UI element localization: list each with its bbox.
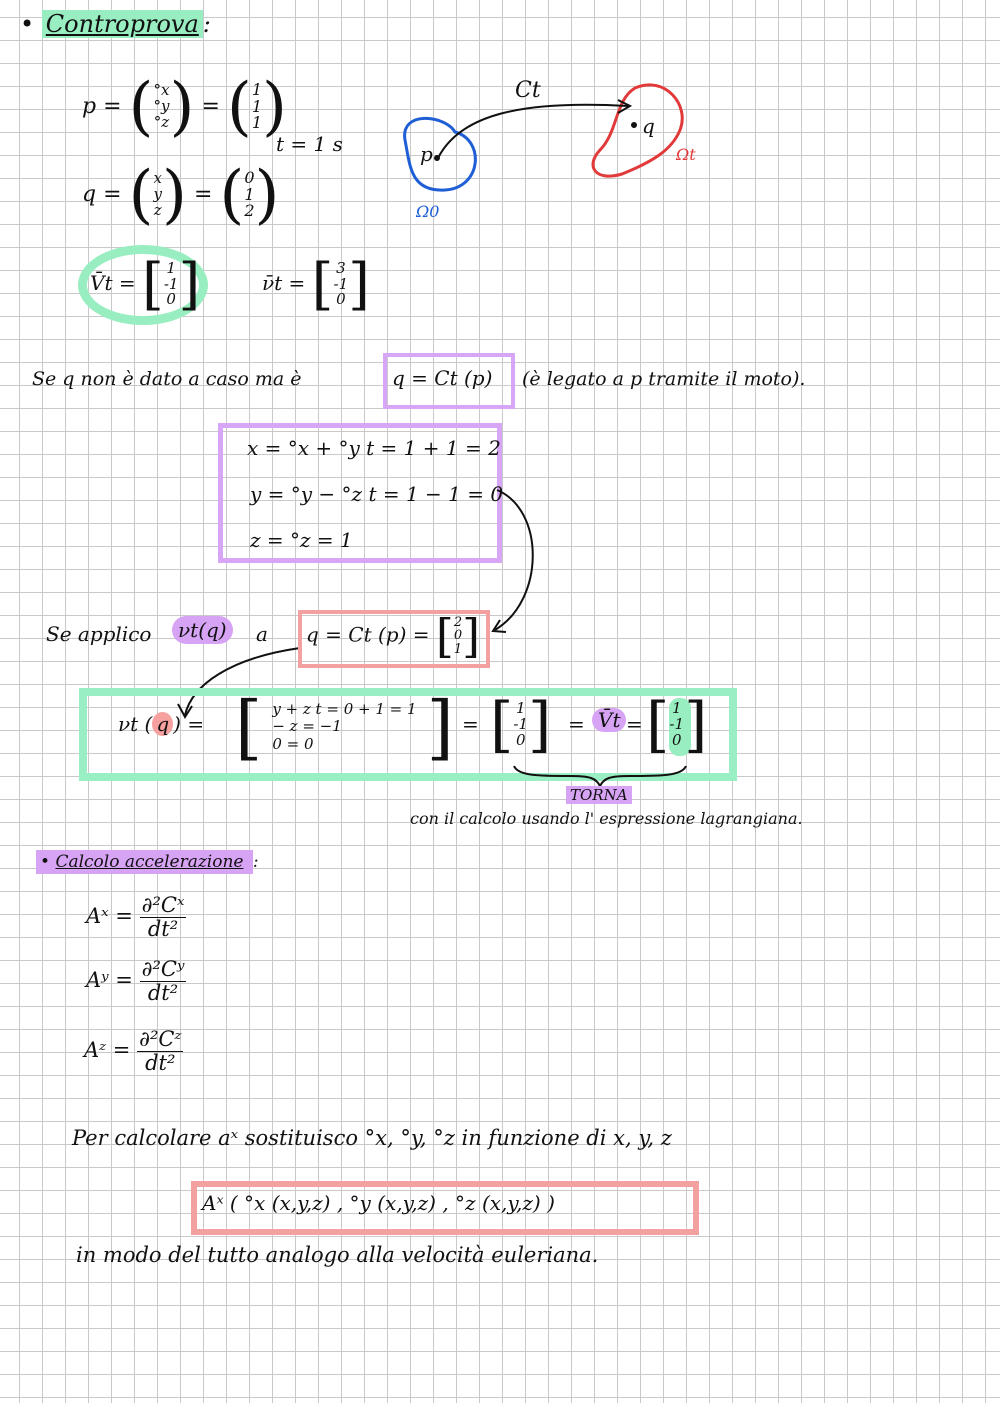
vt-label: V̄t =	[90, 271, 136, 295]
line2-hl: 𝜈t(q)	[172, 616, 233, 644]
accel-ay-frac	[140, 958, 187, 1005]
result-matrix: [ y + z t = 0 + 1 = 1 − z = −1 0 = 0 ]	[235, 686, 454, 768]
line2-text1: Se applico	[46, 622, 152, 646]
line2-vec-0: 2	[453, 614, 463, 630]
p-definition: p = ( °x °y °z ) = ( 1 1 1 )	[82, 70, 287, 144]
accel-x	[86, 894, 186, 941]
p-val-1: 1	[251, 96, 263, 116]
accel-bullet: •	[40, 852, 51, 872]
result-vec1-1: -1	[513, 715, 529, 734]
accel-az-frac	[137, 1028, 183, 1075]
result-vec1: [ 1 -1 0 ]	[490, 690, 552, 760]
p-vec-0: °x	[153, 81, 170, 100]
line2-boxed-text: q = Ct (p) =	[306, 622, 430, 647]
line2-vec-2: 1	[453, 641, 463, 657]
result-lhs2: ) =	[173, 712, 205, 736]
point-p-dot	[434, 155, 440, 161]
q-val-1: 1	[244, 184, 255, 204]
accel-colon: :	[252, 852, 259, 872]
p-vec-1: °y	[153, 97, 170, 116]
accel-az-num: ∂²Cᶻ	[139, 1027, 182, 1051]
result-lhs1: 𝜈t (	[118, 712, 153, 736]
nut-definition: 𝜈̄t = [ 3 -1 0 ]	[262, 252, 371, 317]
result-vec2-0: 1	[671, 699, 682, 718]
result-q: q	[152, 712, 173, 736]
diagram-p: p	[420, 142, 433, 166]
diagram-ct: Ct	[515, 78, 541, 103]
accel-ax-den: dt²	[147, 917, 179, 942]
line2-text2: a	[256, 622, 268, 646]
vt-val-0: 1	[166, 258, 176, 277]
nut-val-2: 0	[336, 290, 346, 309]
nut-val-0: 3	[336, 258, 346, 277]
q-definition: q = ( x y z ) = ( 0 1 2 )	[82, 158, 280, 232]
heading-colon: :	[202, 10, 211, 38]
result-vec1-2: 0	[515, 730, 526, 749]
result-vec2-2: 0	[671, 730, 682, 749]
result-eq: =	[462, 712, 479, 736]
vt-val-1: -1	[163, 274, 179, 293]
vt-val-2: 0	[166, 290, 176, 309]
q-vec-0: x	[153, 169, 162, 188]
accel-ay-den: dt²	[147, 981, 179, 1006]
calc-z: z = °z = 1	[250, 528, 353, 552]
torna-label: TORNA	[566, 786, 632, 804]
calc-x: x = °x + °y t = 1 + 1 = 2	[247, 436, 501, 460]
accel-ax-frac	[140, 894, 187, 941]
accel-ax-label: Aˣ =	[86, 904, 133, 929]
result-eq2: =	[568, 712, 585, 736]
final-line1: Per calcolare aˣ sostituisco °x, °y, °z in funzione di x, y, z	[72, 1126, 672, 1150]
nut-label: 𝜈̄t =	[262, 271, 306, 295]
line1-tail: (è legato a p tramite il moto).	[522, 368, 806, 390]
result-row-0: y + z t = 0 + 1 = 1	[272, 700, 417, 719]
accel-az-den: dt²	[145, 1051, 176, 1076]
calc-y: y = °y − °z t = 1 − 1 = 0	[250, 482, 504, 506]
nut-val-1: -1	[333, 274, 349, 293]
result-lhs	[118, 712, 204, 736]
q-val-2: 2	[244, 201, 255, 221]
accel-heading	[36, 852, 259, 872]
line2-boxed: q = Ct (p) = [ 2 0 1 ]	[306, 609, 481, 663]
p-val-2: 1	[251, 113, 263, 133]
accel-z	[84, 1028, 183, 1075]
q-vec-1: y	[153, 185, 162, 204]
q-label: q =	[82, 182, 122, 207]
final-boxed: Aˣ ( °x (x,y,z) , °y (x,y,z) , °z (x,y,z) )	[202, 1191, 555, 1215]
heading	[20, 10, 211, 38]
diagram-q: q	[642, 114, 655, 138]
line1-boxed: q = Ct (p)	[392, 366, 493, 390]
omegat-region	[593, 85, 682, 176]
time-value: t = 1 s	[276, 132, 343, 156]
accel-bullet-title	[36, 850, 253, 874]
diagram-omegat: Ωt	[676, 145, 696, 164]
result-vec1-0: 1	[515, 699, 526, 718]
heading-bullet: •	[20, 10, 35, 38]
p-label: p =	[82, 94, 122, 119]
result-vt: V̄t	[592, 708, 626, 732]
point-q-dot	[631, 122, 637, 128]
result-row-2: 0 = 0	[272, 734, 314, 753]
q-vec-2: z	[153, 200, 162, 219]
q-val-0: 0	[244, 167, 255, 187]
diagram-omega0: Ω0	[416, 202, 440, 221]
p-vec-2: °z	[153, 112, 170, 131]
line2-vec-1: 0	[453, 628, 463, 644]
vt-definition: V̄t = [ 1 -1 0 ]	[90, 252, 201, 317]
torna-note: con il calcolo usando l' espressione lagrangiana.	[410, 809, 803, 828]
accel-ay-num: ∂²Cʸ	[141, 957, 185, 981]
result-vec2: [ 1 -1 0 ]	[646, 690, 708, 760]
accel-ax-num: ∂²Cˣ	[141, 893, 185, 917]
accel-title: Calcolo accelerazione	[55, 852, 244, 872]
final-line2: in modo del tutto analogo alla velocità euleriana.	[76, 1243, 599, 1267]
p-val-0: 1	[251, 79, 263, 99]
line1-text: Se q non è dato a caso ma è	[32, 368, 302, 390]
accel-y	[86, 958, 186, 1005]
torna-brace	[510, 762, 690, 788]
accel-ay-label: Aʸ =	[86, 968, 133, 993]
heading-title: Controprova	[42, 10, 203, 38]
calc-to-q-arrow	[495, 490, 533, 630]
result-eq3: =	[626, 712, 643, 736]
result-vec2-1: -1	[669, 715, 685, 734]
accel-az-label: Aᶻ =	[84, 1038, 131, 1063]
result-row-1: − z = −1	[272, 717, 342, 736]
